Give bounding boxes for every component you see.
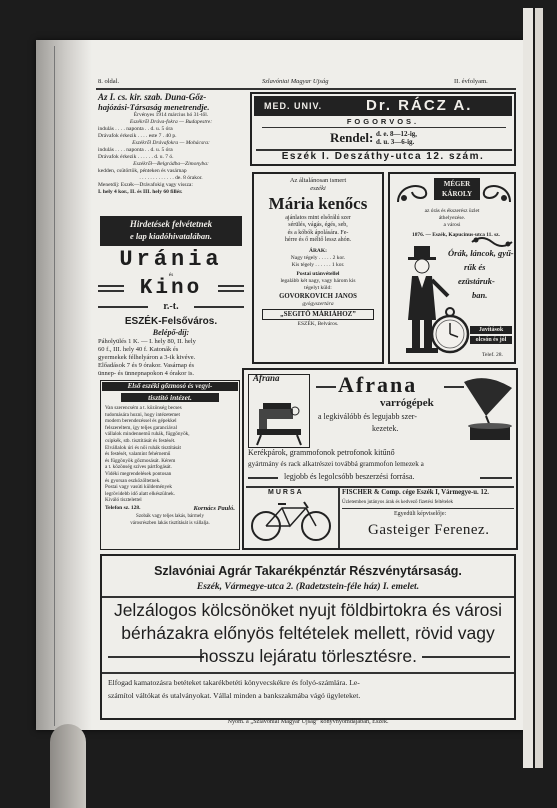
laundry-title-2: tisztító intézet. xyxy=(121,393,219,402)
urania-es: és xyxy=(168,272,174,278)
rt-row xyxy=(98,301,244,315)
afrana-title: Afrana xyxy=(338,372,418,397)
maria-maker-2: gyógyszertára xyxy=(302,300,334,307)
laundry-line: és függönyök gőzmosását. Kérem xyxy=(105,457,176,464)
bicycle-icon xyxy=(250,498,334,542)
afrana-logo-text: Afrana xyxy=(253,373,280,383)
laundry-line: Elvállalok úri és női ruhák tisztítását xyxy=(105,444,181,451)
kino-price-5: ünnep- és ünnepnapokon 4 órakor is. xyxy=(98,370,195,377)
laundry-line: tudomására hozni, hogy intézetemet xyxy=(105,411,180,418)
watchmaker-line-1: az órás és ékszerész üzlet xyxy=(424,208,480,214)
timetable-title-2: hajózási-Társaság menetrendje. xyxy=(98,102,210,112)
watchmaker-brand-box xyxy=(434,178,480,200)
laundry-line: és gyorsan eszközöltetnek. xyxy=(105,477,161,484)
maria-desc-3: és a kóbók ápolására. Fe- xyxy=(287,229,349,236)
route-3: Eszékről—Belgrádba—Zimonyba: xyxy=(133,161,209,167)
dentist-hours-2: d. u. 3—6-ig. xyxy=(376,138,415,146)
kino-name: Kino xyxy=(139,277,203,300)
laundry-line: a t. közönség szíves pártfogását. xyxy=(105,464,172,471)
bank-big-2: bérházakra előnyös feltételek mellett, rövid vagy xyxy=(121,623,495,643)
laundry-ad xyxy=(100,380,240,550)
bicycle-brand: MURSA xyxy=(268,489,304,496)
laundry-line: Vidéki megrendelések pontosan xyxy=(105,470,172,477)
dentist-name: Dr. RÁCZ A. xyxy=(366,97,473,114)
laundry-line: Van szerencsém a t. közönség becses xyxy=(105,405,182,411)
laundry-line: felszereltem, így teljes garanciával xyxy=(105,424,178,431)
laundry-footer-2: városrészben lakás tisztítását is vállalja. xyxy=(130,520,210,526)
laundry-phone: Telefon sz. 128. xyxy=(105,504,141,511)
afrana-ad xyxy=(242,368,518,550)
newspaper-title: Szlavóniai Magyar Ujság xyxy=(262,78,329,85)
bank-footer-1: Elfogad kamatozásra betéteket takarékbetéti könyvecskékre és folyó-számlára. Le- xyxy=(108,678,360,687)
afrana-line-6: legjobb és legolcsóbb beszerzési forrása. xyxy=(284,472,415,481)
fischer-name: FISCHER & Comp. cége Eszék I, Vármegye-u. 12. xyxy=(342,489,489,496)
route-2-b: Drávafok érkezik . . . . . . d. u. 7 ó. xyxy=(98,154,174,160)
bank-big-3: hosszu lejáratu törlesztésre. xyxy=(199,646,417,666)
kino-price-2: 60 f., III. hely 40 f. Katonák és xyxy=(98,346,179,353)
afrana-line-4: Kerékpárok, grammofonok petrofonok kitűnő xyxy=(248,448,395,457)
route-2-a: indulás . . . . naponta . . d. u. 5 óra xyxy=(98,147,173,153)
fischer-terms: Üzletemben jutányos árak és kedvező fizetési feltételek xyxy=(342,500,454,505)
route-3-d: I. hely 4 kor., II. és III. hely 60 fillér. xyxy=(98,189,183,195)
kino-price-1: Páholyülés 1 K. — I. hely 80, II. hely xyxy=(98,338,196,345)
laundry-line: csipkék, stb. tisztítását és festését. xyxy=(105,437,176,444)
timetable-title-1: Az I. cs. kir. szab. Duna-Gőz- xyxy=(98,92,207,102)
maria-desc-4: hérre és ő méltő lessz ahón. xyxy=(284,237,352,244)
laundry-sign-row xyxy=(105,505,235,513)
maria-price-2: Kis tégely . . . . . . 1 kor. xyxy=(291,261,345,268)
bank-address: Eszék, Vármegye-utca 2. (Radetzstein-féle ház) I. emelet. xyxy=(196,582,420,592)
watchmaker-ad xyxy=(388,172,516,364)
maria-postal-1: Postai utánvétellel xyxy=(296,270,340,277)
volume-label: II. évfolyam. xyxy=(454,78,488,85)
kino-price-4: Előadások 7 és 9 órakor. Vasárnap és xyxy=(98,362,195,369)
maria-pharmacy: „SEGITŐ MÁRIÁHOZ” xyxy=(262,309,374,320)
maria-intro-2: eszéki xyxy=(310,185,326,192)
watchmaker-list-2: rűk és xyxy=(464,262,486,272)
bank-ad xyxy=(100,554,516,720)
route-1: Eszékről Dráva-fokra — Budapestre: xyxy=(129,119,213,125)
route-1-a: indulás . . . . naponta . . d. u. 5 óra xyxy=(98,126,173,132)
laundry-line: Postai vagy vasúti küldemények xyxy=(105,484,172,491)
dentist-hours-label: Rendel: xyxy=(330,130,374,145)
laundry-footer-1: Szobák vagy teljes lakás, bármely xyxy=(136,513,204,519)
ornament-right-icon xyxy=(482,178,514,206)
watchmaker-phone: Telef. 28. xyxy=(482,352,503,358)
sole-agent-label: Egyedüli képviselője: xyxy=(394,511,447,517)
maria-intro-1: Az általánosan ismert xyxy=(289,177,347,184)
route-3-c: Menetdíj: Eszék—Drávafokig vagy vissza: xyxy=(98,182,193,188)
dentist-name-band xyxy=(254,96,512,116)
notice-line-2: e lap kiadóhivatalában. xyxy=(130,231,212,241)
timetable-valid: Érvényes 1914 március hó 31-től. xyxy=(133,112,209,118)
urania-name: Uránia xyxy=(119,247,223,272)
page-stack-edge-2 xyxy=(535,8,543,768)
laundry-owner: Kornács Pauló. xyxy=(193,504,235,512)
sewing-machine-picture xyxy=(248,374,310,448)
watchmaker-list-4: ban. xyxy=(472,290,488,300)
urania-kino-ad xyxy=(98,248,244,378)
page-stack-edge xyxy=(523,8,533,768)
gramophone-icon xyxy=(456,376,516,448)
watchmaker-list-3: ezüstáruk- xyxy=(458,276,495,286)
ornament-left-icon xyxy=(394,178,430,206)
kino-row xyxy=(98,279,244,301)
thumb xyxy=(50,724,86,808)
afrana-line-2: a legkiválóbb és legujabb szer- xyxy=(318,412,417,421)
maria-postal-2: legalább két nagy, vagy három kis xyxy=(280,277,356,284)
kino-prices-title: Belépő-díj: xyxy=(152,328,190,337)
pocket-watch-icon xyxy=(428,304,472,354)
laundry-line: modern berendezéssel és gépekkel xyxy=(105,418,177,425)
route-1-b: Drávafok érkezik . . . . este 7 . 40 p. xyxy=(98,133,177,139)
laundry-body xyxy=(105,405,235,504)
watchmaker-line-2: áthelyezése. xyxy=(438,215,466,221)
maria-name: Mária kenőcs xyxy=(268,194,368,213)
kino-rt: r.-t. xyxy=(163,301,179,312)
watchmaker-list-1: Órák, láncok, gyű- xyxy=(448,248,514,258)
ad-notice xyxy=(100,216,242,246)
watchmaker-repair: Javítások xyxy=(470,326,512,334)
maria-desc-2: sérülés, vágás, égés, seb, xyxy=(288,222,348,229)
laundry-line: és festését, valamint fehérnemű xyxy=(105,451,171,458)
route-2: Eszékről Drávafokra — Mohácsra: xyxy=(132,140,210,146)
watchmaker-cheap: olcsón és jól xyxy=(470,336,512,344)
maria-postal-3: tégelyt küld: xyxy=(304,284,332,291)
laundry-line: vállalok mindennemű ruhák, függönyök, xyxy=(105,431,190,438)
laundry-line: legrövidebb idő alatt elkészülnek. xyxy=(105,490,176,497)
header-rule xyxy=(96,88,516,90)
route-3-a: kedden, csütörtök, pénteken és vasárnap xyxy=(98,168,187,174)
page-number: 8. oldal. xyxy=(98,78,120,85)
maria-price-1: Nagy tégely . . . . . 2 kor. xyxy=(290,254,346,261)
afrana-sewing-machines: varrógépek xyxy=(380,397,434,409)
watchmaker-line-3: a városi xyxy=(443,222,461,228)
kino-city: ESZÉK-Felsőváros. xyxy=(124,316,218,327)
afrana-line-3: kezetek. xyxy=(372,424,399,433)
notice-line-1: Hirdetések felvétetnek xyxy=(129,219,213,229)
bank-footer-2: számítol váltókat és utalványokat. Vállal minden a bankszakmába vágó ügyleteket. xyxy=(108,691,361,700)
maria-price-title: ÁRAK: xyxy=(308,247,328,254)
dentist-hours-1: d. e. 8—12-ig, xyxy=(376,130,418,138)
laundry-title-1: Első eszéki gőzmosó és vegyi- xyxy=(102,382,238,391)
afrana-line-5: gyártmány és rack alkatrészei továbbá grammofon lemezek a xyxy=(248,460,424,468)
watchmaker-date: 1876. — Eszék, Kapucinus-utca 11. sz. xyxy=(412,232,500,238)
laundry-line: Kiváló tisztelettel xyxy=(105,497,142,504)
kino-price-3: gyermekek félhelyáron a 3-ik kivéve. xyxy=(98,354,196,361)
route-3-b: . . . . . . . . . . . . . de. 8 órakor. xyxy=(139,175,203,181)
bank-title: Szlavóniai Agrár Takarékpénztár Részvénytársaság. xyxy=(154,564,462,578)
maria-ointment-ad xyxy=(252,172,384,364)
page-gutter xyxy=(36,40,92,730)
maria-city: ESZÉK, Belváros. xyxy=(297,320,339,327)
watchmaker-brand-2: KÁROLY xyxy=(441,190,473,198)
sewing-machine-icon xyxy=(253,389,305,445)
maria-maker: GOVORKOVICH JANOS xyxy=(279,292,357,300)
dentist-profession: FOGORVOS. xyxy=(346,117,420,126)
maria-desc-1: ajánlatos mint elsőrálú szer xyxy=(285,215,351,221)
bank-big-1: Jelzálogos kölcsönöket nyujt földbirtokra és városi xyxy=(113,600,503,620)
dentist-ad xyxy=(250,92,516,166)
dentist-prefix: MED. UNIV. xyxy=(264,101,323,111)
timetable xyxy=(98,92,244,196)
watchmaker-brand-1: MÉGER xyxy=(443,180,471,188)
dentist-address: Eszék I. Deszáthy-utca 12. szám. xyxy=(281,151,485,162)
printer-credit: Nyom. a „Szlavóniai Magyar Ujság” könyvnyomdájában, Eszék. xyxy=(227,718,389,725)
sole-agent-name: Gasteiger Ferenez. xyxy=(368,522,490,538)
